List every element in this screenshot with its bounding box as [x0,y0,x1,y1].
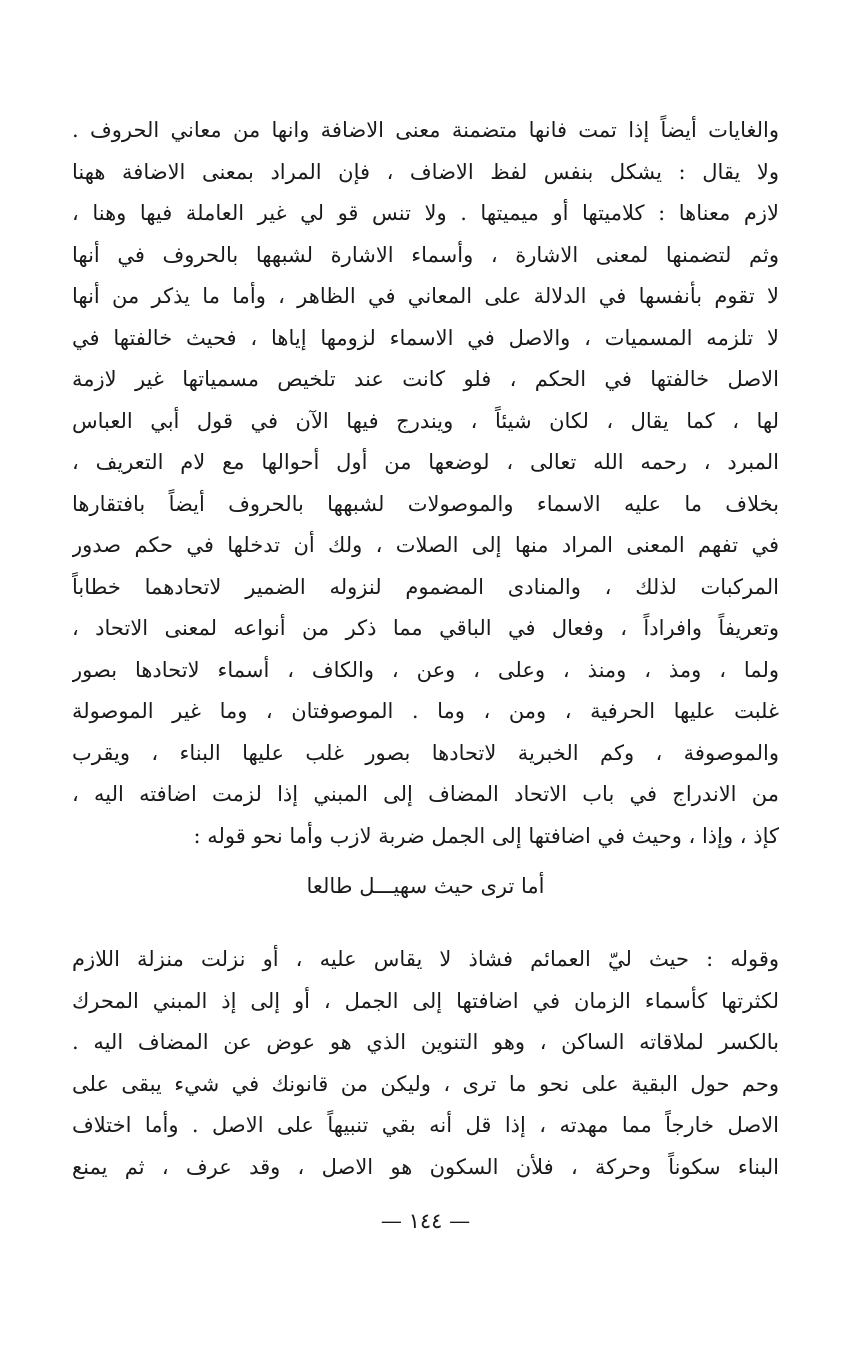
text-line: لا تقوم بأنفسها في الدلالة على المعاني في الظاهر ، وأما ما يذكر من أنها [72,284,779,308]
poetry-verse: أما ترى حيث سهيـــل طالعا [306,874,545,898]
text-line: لازم معناها : كلاميتها أو ميميتها . ولا تنس قو لي غير العاملة فيها وهنا ، [72,201,779,225]
text-line: ولا يقال : يشكل بنفس لفظ الاضاف ، فإن المراد بمعنى الاضافة ههنا [72,159,779,184]
text-line: وتعريفاً وافراداً ، وفعال في الباقي مما ذكر من أنواعه لمعنى الاتحاد ، [72,616,779,640]
text-line: وقوله : حيث ليّ العمائم فشاذ لا يقاس عليه ، أو نزلت منزلة اللازم [72,947,779,971]
page-number: — ١٤٤ — [380,1209,471,1233]
text-line: البناء سكوناً وحركة ، فلأن السكون هو الاصل ، وقد عرف ، ثم يمنع [72,1154,779,1179]
text-line: والغايات أيضاً إذا تمت فانها متضمنة معنى الاضافة وانها من معاني الحروف . [72,118,779,142]
text-line: بخلاف ما عليه الاسماء والموصولات لشبهها بالحروف أيضاً بافتقارها [72,491,779,516]
text-line: لكثرتها كأسماء الزمان في اضافتها إلى الجمل ، أو إلى إذ المبني المحرك [72,988,779,1013]
text-line: في تفهم المعنى المراد منها إلى الصلات ، ولك أن تدخلها في حكم صدور [72,533,779,557]
text-line: الاصل خارجاً مما مهدته ، إذا قل أنه بقي تنبيهاً على الاصل . وأما اختلاف [72,1113,779,1137]
text-line: بالكسر لملاقاته الساكن ، وهو التنوين الذي هو عوض عن المضاف اليه . [72,1030,779,1054]
text-line: وثم لتضمنها لمعنى الاشارة ، وأسماء الاشارة لشبهها بالحروف في أنها [72,242,779,267]
text-line: وحم حول البقية على نحو ما ترى ، وليكن من قانونك في شيء يبقى على [72,1071,779,1096]
text-line: لها ، كما يقال ، لكان شيئاً ، ويندرج فيها الآن في قول أبي العباس [72,408,779,433]
text-line: ولما ، ومذ ، ومنذ ، وعلى ، وعن ، والكاف ، أسماء لاتحادها بصور [72,657,779,682]
paragraph-continuation [72,939,779,1188]
text-line: والموصوفة ، وكم الخبرية لاتحادها بصور غلب عليها البناء ، ويقرب [72,740,779,765]
text-line: لا تلزمه المسميات ، والاصل في الاسماء لزومها إياها ، فحيث خالفتها في [72,325,779,350]
text-line: كإذ ، وإذا ، وحيث في اضافتها إلى الجمل ضربة لازب وأما نحو قوله : [193,823,779,848]
text-line: المركبات لذلك ، والمنادى المضموم لنزوله الضمير لاتحادهما خطاباً [72,574,779,599]
paragraph-main [72,110,779,857]
text-line: المبرد ، رحمه الله تعالى ، لوضعها من أول أحوالها مع لام التعريف ، [72,450,779,474]
text-line: من الاندراج في باب الاتحاد المضاف إلى المبني إذا لزمت اضافته اليه ، [72,782,779,806]
text-line: الاصل خالفتها في الحكم ، فلو كانت عند تلخيص مسمياتها غير لازمة [72,367,779,391]
text-line: غلبت عليها الحرفية ، ومن ، وما . الموصوفتان ، وما غير الموصولة [72,699,779,723]
